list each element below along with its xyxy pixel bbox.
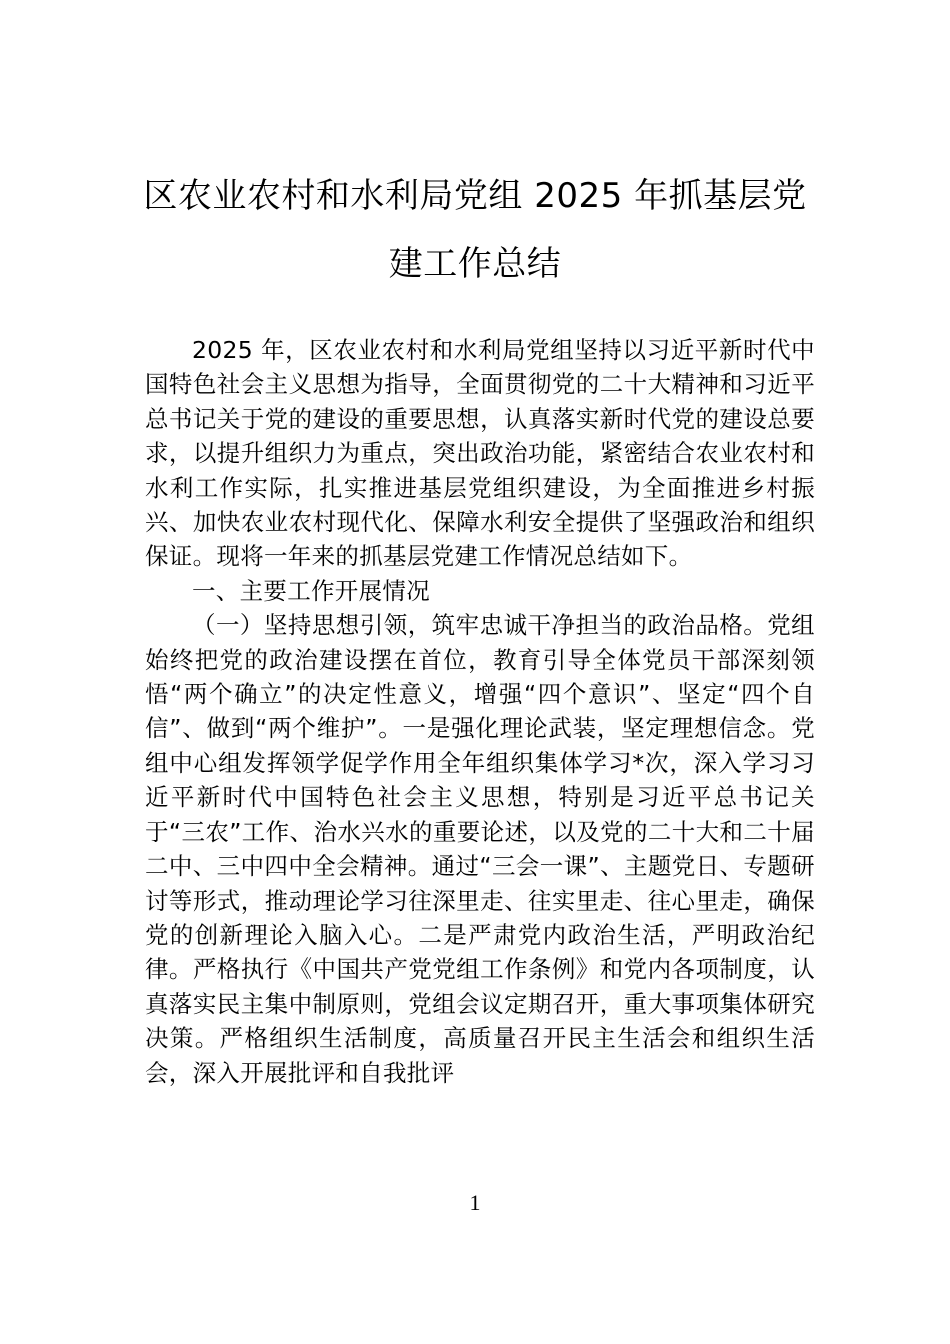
- page-number: 1: [469, 1190, 481, 1215]
- intro-paragraph: 2025 年，区农业农村和水利局党组坚持以习近平新时代中国特色社会主义思想为指导，全面贯彻党的二十大精神和习近平总书记关于党的建设的重要思想，认真落实新时代党的建设总要求，以提升组织力为重点，突出政治功能，紧密结合农业农村和水利工作实际，扎实推进基层党组织建设，为全面推进乡村振兴、加快农业农村现代化、保障水利安全提供了坚强政治和组织保证。现将一年来的抓基层党建工作情况总结如下。: [145, 336, 815, 571]
- document-title-line-2: 建工作总结: [388, 244, 562, 284]
- body-paragraph: （一）坚持思想引领，筑牢忠诚干净担当的政治品格。党组始终把党的政治建设摆在首位，教育引导全体党员干部深刻领悟“两个确立”的决定性意义，增强“四个意识”、坚定“四个自信”、做到“两个维护”。一是强化理论武装，坚定理想信念。党组中心组发挥领学促学作用全年组织集体学习*次，深入学习习近平新时代中国特色社会主义思想，特别是习近平总书记关于“三农”工作、治水兴水的重要论述，以及党的二十大和二十届二中、三中四中全会精神。通过“三会一课”、主题党日、专题研讨等形式，推动理论学习往深里走、往实里走、往心里走，确保党的创新理论入脑入心。二是严肃党内政治生活，严明政治纪律。严格执行《中国共产党党组工作条例》和党内各项制度，认真落实民主集中制原则，党组会议定期召开，重大事项集体研究决策。严格组织生活制度，高质量召开民主生活会和组织生活会，深入开展批评和自我批评: [145, 611, 815, 1087]
- document-title-line-1: 区农业农村和水利局党组 2025 年抓基层党: [143, 176, 807, 216]
- document-body: [145, 333, 815, 1090]
- section-heading: 一、主要工作开展情况: [192, 576, 430, 605]
